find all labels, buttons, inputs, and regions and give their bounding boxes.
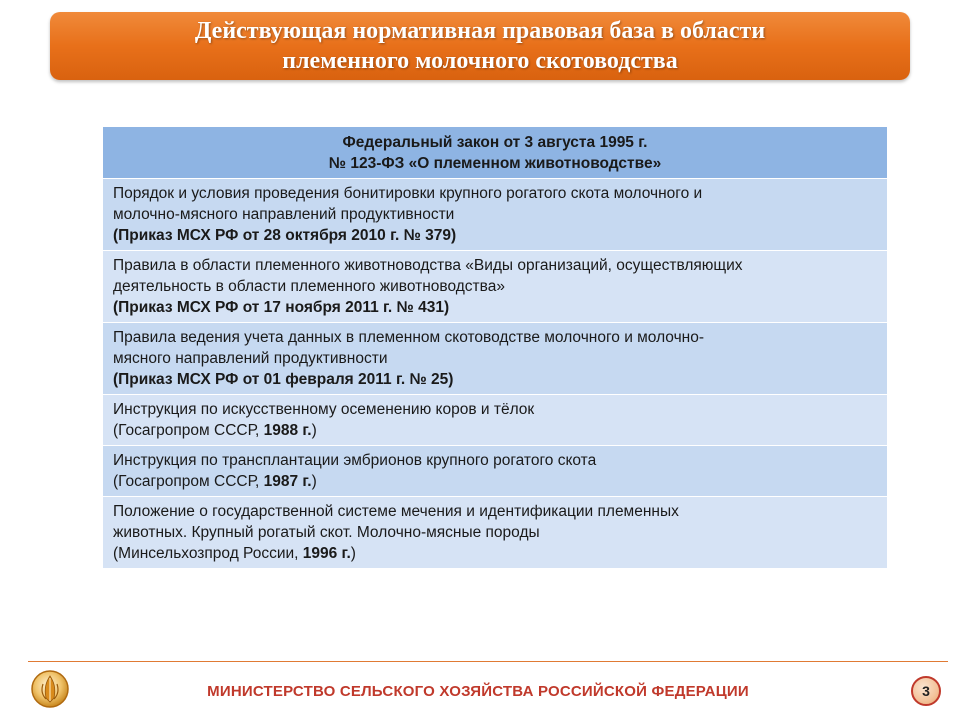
row-text: мясного направлений продуктивности bbox=[113, 350, 388, 367]
row-reference-suffix: ) bbox=[311, 473, 317, 490]
row-text: животных. Крупный рогатый скот. Молочно-мясные породы bbox=[113, 524, 540, 541]
slide-title-line-1: Действующая нормативная правовая база в области bbox=[194, 18, 766, 44]
page-number-badge: 3 bbox=[911, 676, 941, 706]
table-row bbox=[103, 446, 888, 497]
row-reference-prefix: (Госагропром СССР, bbox=[113, 473, 264, 490]
table-cell bbox=[103, 179, 888, 251]
row-reference-suffix: ) bbox=[311, 422, 317, 439]
row-reference-prefix: (Минсельхозпрод России, bbox=[113, 545, 303, 562]
row-text: Инструкция по искусственному осеменению коров и тёлок bbox=[113, 401, 535, 418]
header-line-1: Федеральный закон от 3 августа 1995 г. bbox=[342, 134, 648, 151]
row-text: Порядок и условия проведения бонитировки крупного рогатого скота молочного и bbox=[113, 185, 703, 202]
title-banner bbox=[50, 12, 910, 80]
table-header-row bbox=[103, 127, 888, 179]
row-reference-prefix: (Госагропром СССР, bbox=[113, 422, 264, 439]
table-row bbox=[103, 323, 888, 395]
table-cell bbox=[103, 395, 888, 446]
table-row bbox=[103, 251, 888, 323]
footer-divider bbox=[28, 661, 948, 662]
row-reference-year: 1996 г. bbox=[302, 545, 351, 562]
row-text: Правила в области племенного животноводства «Виды организаций, осуществляющих bbox=[113, 257, 743, 274]
table-cell bbox=[103, 497, 888, 569]
row-reference-year: 1987 г. bbox=[263, 473, 312, 490]
ministry-name-text: МИНИСТЕРСТВО СЕЛЬСКОГО ХОЗЯЙСТВА РОССИЙСКОЙ ФЕДЕРАЦИИ bbox=[207, 683, 749, 700]
row-text: молочно-мясного направлений продуктивности bbox=[113, 206, 455, 223]
row-reference-year: 1988 г. bbox=[263, 422, 312, 439]
table-cell bbox=[103, 251, 888, 323]
row-reference: (Приказ МСХ РФ от 01 февраля 2011 г. № 25) bbox=[113, 371, 454, 388]
table-row bbox=[103, 179, 888, 251]
table-header-cell bbox=[103, 127, 888, 179]
header-line-2: № 123-ФЗ «О племенном животноводстве» bbox=[328, 155, 662, 172]
row-text: деятельность в области племенного животноводства» bbox=[113, 278, 505, 295]
row-text: Положение о государственной системе мечения и идентификации племенных bbox=[113, 503, 679, 520]
slide-title-line-2: племенного молочного скотоводства bbox=[282, 48, 678, 74]
row-text: Инструкция по трансплантации эмбрионов крупного рогатого скота bbox=[113, 452, 597, 469]
row-reference bbox=[113, 420, 877, 441]
table-row bbox=[103, 395, 888, 446]
table-row bbox=[103, 497, 888, 569]
row-reference-suffix: ) bbox=[350, 545, 356, 562]
row-reference bbox=[113, 471, 877, 492]
ministry-name bbox=[0, 683, 960, 700]
table-cell bbox=[103, 446, 888, 497]
legal-documents-table bbox=[102, 126, 888, 569]
table-cell bbox=[103, 323, 888, 395]
row-reference: (Приказ МСХ РФ от 17 ноября 2011 г. № 431) bbox=[113, 299, 450, 316]
row-text: Правила ведения учета данных в племенном скотоводстве молочного и молочно- bbox=[113, 329, 705, 346]
row-reference bbox=[113, 543, 877, 564]
row-reference: (Приказ МСХ РФ от 28 октября 2010 г. № 379) bbox=[113, 227, 457, 244]
